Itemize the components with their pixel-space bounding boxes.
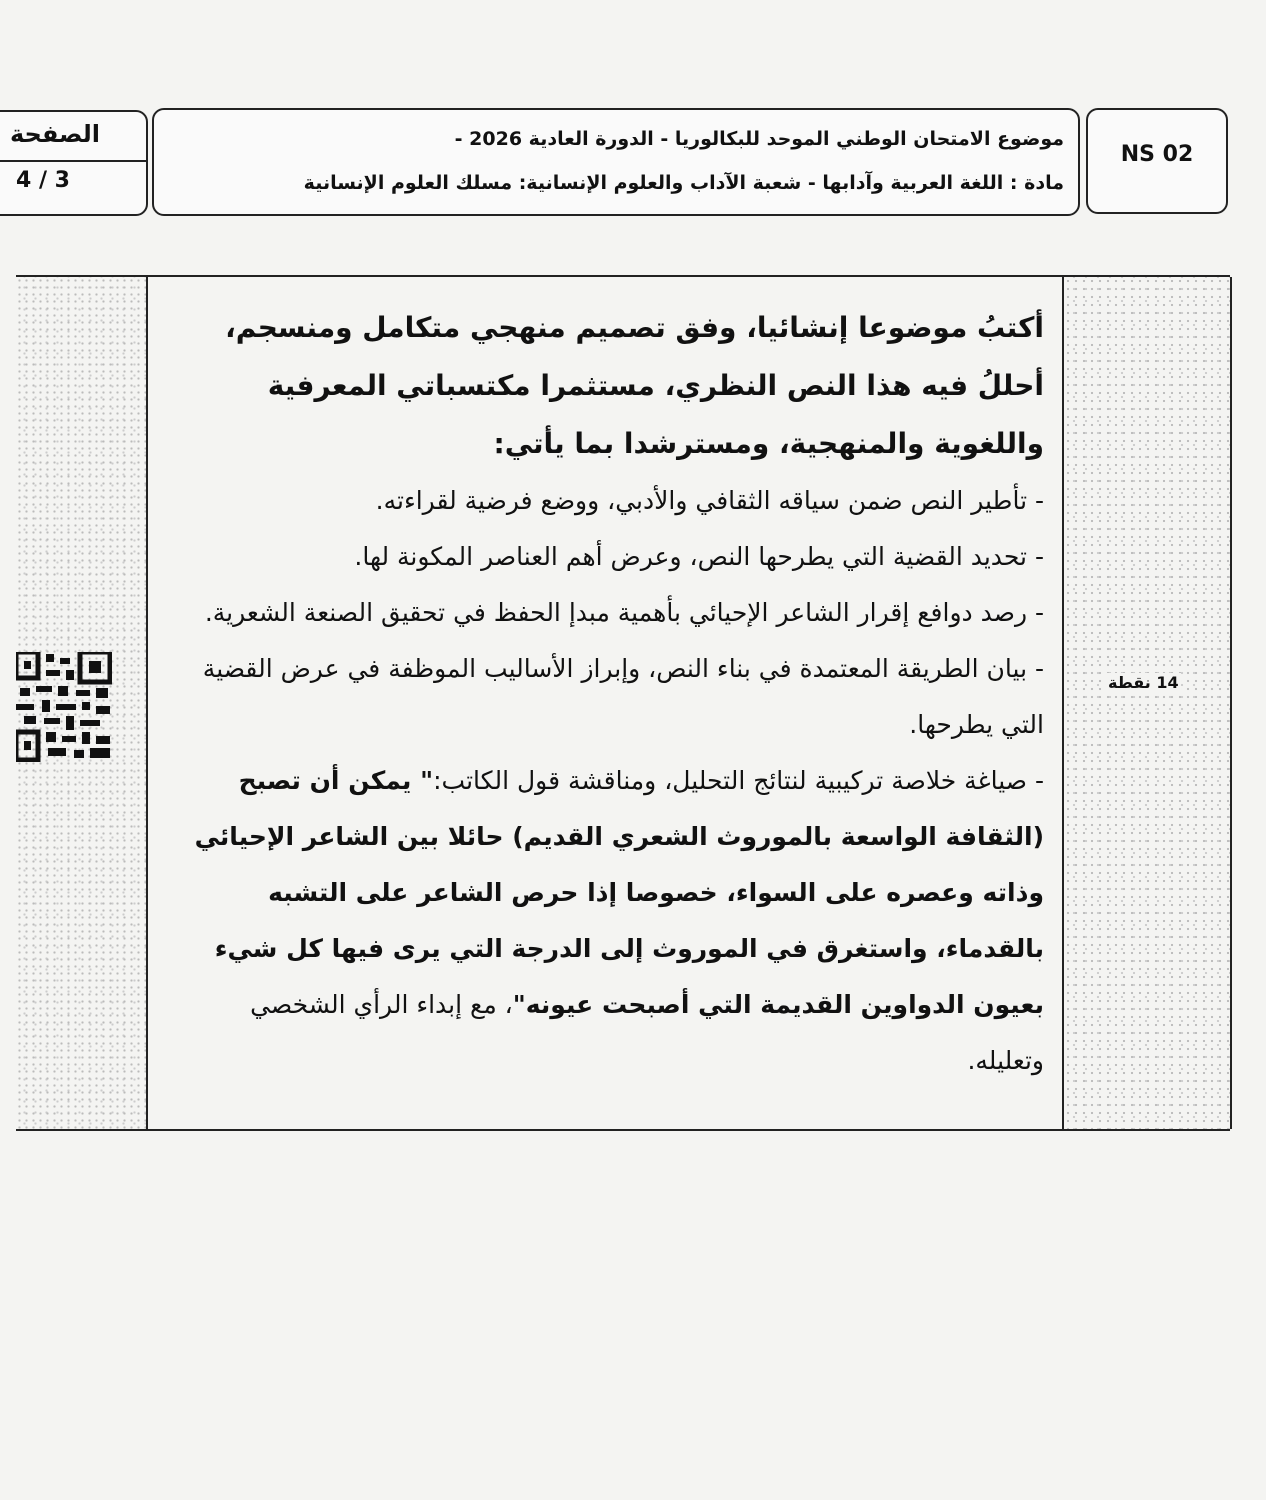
list-item [176, 753, 1044, 1089]
list-item: - رصد دوافع إقرار الشاعر الإحيائي بأهمية مبدإ الحفظ في تحقيق الصنعة الشعرية. [204, 598, 1044, 627]
exam-code: NS 02 [1120, 142, 1194, 167]
list-item: - تأطير النص ضمن سياقه الثقافي والأدبي، ووضع فرضية لقراءته. [375, 486, 1044, 515]
page-label: الصفحة [9, 120, 100, 148]
points-label: 14 نقطة [1108, 673, 1179, 692]
page-number: 4 / 3 [16, 168, 70, 193]
left-margin-column [16, 277, 148, 1129]
list-item: - بيان الطريقة المعتمدة في بناء النص، وإبراز الأساليب الموظفة في عرض القضية التي يطرحها. [202, 654, 1044, 739]
question-intro: أكتبُ موضوعا إنشائيا، وفق تصميم منهجي متكامل ومنسجم، أحللُ فيه هذا النص النظري، مستثمرا مكتسباتي المعرفية واللغوية والمنهجية، ومسترشدا بما يأتي: [225, 311, 1044, 460]
exam-code-box [1086, 108, 1228, 214]
list-item-end: ، مع إبداء الرأي الشخصي وتعليله. [250, 990, 1044, 1075]
exam-title: موضوع الامتحان الوطني الموحد للبكالوريا - الدورة العادية 2026 - [454, 128, 1064, 150]
list-item: - تحديد القضية التي يطرحها النص، وعرض أهم العناصر المكونة لها. [354, 542, 1044, 571]
page-number-box [0, 110, 148, 216]
exam-subject: مادة : اللغة العربية وآدابها - شعبة الآداب والعلوم الإنسانية: مسلك العلوم الإنسانية [303, 172, 1064, 194]
qr-code-icon [16, 652, 112, 762]
points-column [1062, 277, 1232, 1129]
author-quote: " يمكن أن تصبح (الثقافة الواسعة بالموروث الشعري القديم) حائلا بين الشاعر الإحيائي وذاته وعصره على السواء، خصوصا إذا حرص الشاعر على التشبه بالقدماء، واستغرق في الموروث إلى الدرجة التي يرى فيها كل شيء بعيون الدواوين القديمة التي أصبحت عيونه" [194, 766, 1044, 1019]
question-table [16, 275, 1230, 1131]
list-item-start: - صياغة خلاصة تركيبية لنتائج التحليل، ومناقشة قول الكاتب: [433, 766, 1044, 795]
question-text [176, 299, 1044, 1089]
divider [0, 160, 146, 162]
exam-title-box [152, 108, 1080, 216]
